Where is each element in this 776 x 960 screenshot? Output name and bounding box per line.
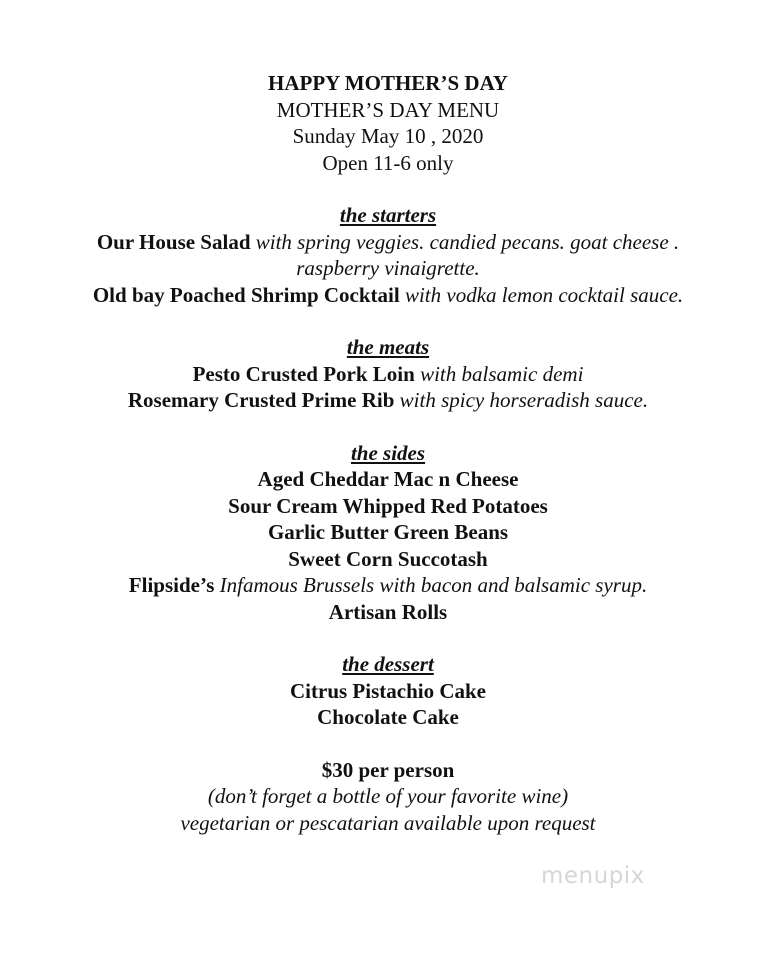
section-heading-sides: the sides [350, 440, 426, 465]
side-item: Artisan Rolls [328, 599, 448, 624]
menu-date: Sunday May 10 , 2020 [292, 124, 484, 148]
item-name: Pesto Crusted Pork Loin [192, 361, 415, 386]
item-description: with balsamic demi [414, 361, 584, 386]
menu-title: HAPPY MOTHER’S DAY [268, 71, 508, 95]
starter-item-house-salad [0, 229, 776, 256]
item-name: Flipside’s [128, 573, 215, 597]
item-description: Infamous Brussels with bacon and balsamic syrup. [214, 573, 648, 597]
section-heading-starters: the starters [339, 203, 437, 227]
meat-item-pork-loin [0, 361, 776, 388]
side-item: Sweet Corn Succotash [288, 546, 488, 571]
dessert-item: Chocolate Cake [317, 705, 459, 729]
item-description-continued: raspberry vinaigrette. [296, 256, 480, 280]
section-heading-meats: the meats [346, 335, 430, 359]
item-description: with spicy horseradish sauce. [394, 388, 649, 412]
item-name: Old bay Poached Shrimp Cocktail [92, 282, 400, 307]
item-description: with spring veggies. candied pecans. goat cheese . [250, 229, 680, 254]
menu-document [0, 70, 776, 836]
side-item-brussels [0, 572, 776, 599]
item-name: Rosemary Crusted Prime Rib [127, 388, 395, 412]
starter-item-shrimp-cocktail [0, 282, 776, 309]
side-item: Garlic Butter Green Beans [267, 520, 509, 544]
item-name: Our House Salad [96, 229, 251, 254]
menu-subtitle: MOTHER’S DAY MENU [276, 97, 500, 122]
price: $30 per person [321, 757, 455, 782]
menu-hours: Open 11-6 only [322, 150, 454, 175]
dessert-item: Citrus Pistachio Cake [290, 678, 486, 703]
meat-item-prime-rib [0, 387, 776, 414]
wine-note: (don’t forget a bottle of your favorite wine) [207, 784, 569, 808]
side-item: Aged Cheddar Mac n Cheese [257, 467, 519, 491]
item-description: with vodka lemon cocktail sauce. [399, 282, 684, 307]
watermark-logo: menupix [541, 863, 645, 889]
diet-note: vegetarian or pescatarian available upon request [180, 810, 596, 835]
side-item: Sour Cream Whipped Red Potatoes [228, 493, 548, 518]
section-heading-dessert: the dessert [342, 652, 434, 676]
